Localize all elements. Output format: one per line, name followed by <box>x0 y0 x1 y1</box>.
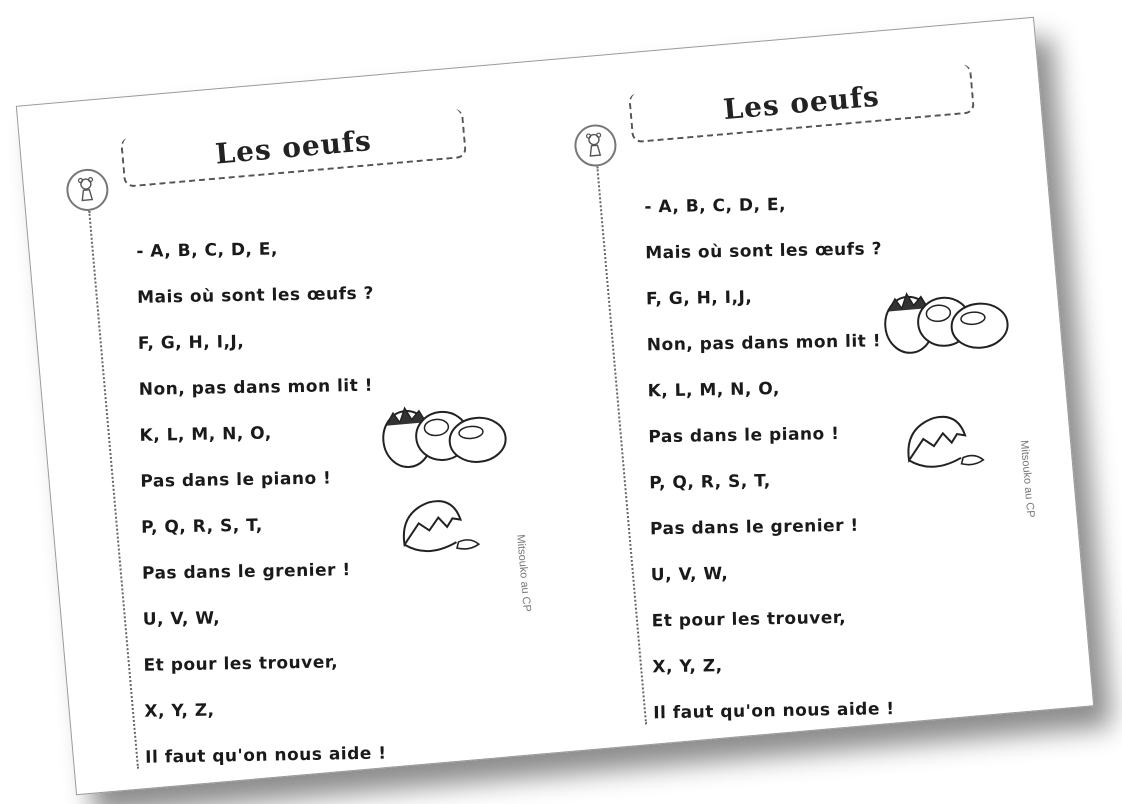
cracked-shell-illustration <box>897 403 993 481</box>
poem-line: Il faut qu'on nous aide ! <box>145 743 387 768</box>
poem-line: - A, B, C, D, E, <box>136 239 279 262</box>
poem-line: Non, pas dans mon lit ! <box>646 331 882 356</box>
poem-line: U, V, W, <box>650 563 729 586</box>
poem-lines <box>136 225 387 781</box>
poem-line: U, V, W, <box>142 608 221 630</box>
poem-card-right <box>525 18 1093 750</box>
eggs-illustration <box>875 270 1021 362</box>
poem-line: Pas dans le piano ! <box>648 424 840 448</box>
cracked-shell-illustration <box>392 488 488 566</box>
poem-line: P, Q, R, S, T, <box>141 515 263 538</box>
poem-line: K, L, M, N, O, <box>647 379 780 402</box>
eggs-illustration <box>374 385 520 477</box>
dotted-margin-line <box>596 166 647 724</box>
poem-line: F, G, H, I,J, <box>645 287 753 310</box>
poem-line: Et pour les trouver, <box>143 652 339 676</box>
poem-line: Non, pas dans mon lit ! <box>138 375 374 400</box>
poem-line: Il faut qu'on nous aide ! <box>653 699 895 724</box>
poem-line: X, Y, Z, <box>144 700 215 722</box>
poem-line: Mais où sont les œufs ? <box>136 283 375 308</box>
title-frame <box>120 108 467 188</box>
poem-line: K, L, M, N, O, <box>139 423 272 446</box>
poem-card-left <box>17 62 585 794</box>
poem-line: Pas dans le piano ! <box>140 468 332 492</box>
poem-line: - A, B, C, D, E, <box>644 194 787 218</box>
title-frame <box>628 63 975 143</box>
worksheet <box>16 17 1094 795</box>
poem-line: Et pour les trouver, <box>651 607 847 632</box>
poem-lines <box>644 180 895 736</box>
poem-line: Mais où sont les œufs ? <box>645 239 883 264</box>
poem-line: Pas dans le grenier ! <box>141 560 351 584</box>
poem-line: X, Y, Z, <box>652 656 723 678</box>
poem-line: F, G, H, I,J, <box>137 331 245 354</box>
poem-line: P, Q, R, S, T, <box>649 471 771 494</box>
card-title: Les oeufs <box>213 123 373 171</box>
credit-text: Mitsouko au CP <box>1017 439 1037 519</box>
girl-icon <box>573 123 619 169</box>
dotted-margin-line <box>88 211 139 769</box>
credit-text: Mitsouko au CP <box>514 534 533 613</box>
card-title: Les oeufs <box>721 79 881 126</box>
poem-line: Pas dans le grenier ! <box>649 515 859 540</box>
girl-icon <box>65 167 111 213</box>
